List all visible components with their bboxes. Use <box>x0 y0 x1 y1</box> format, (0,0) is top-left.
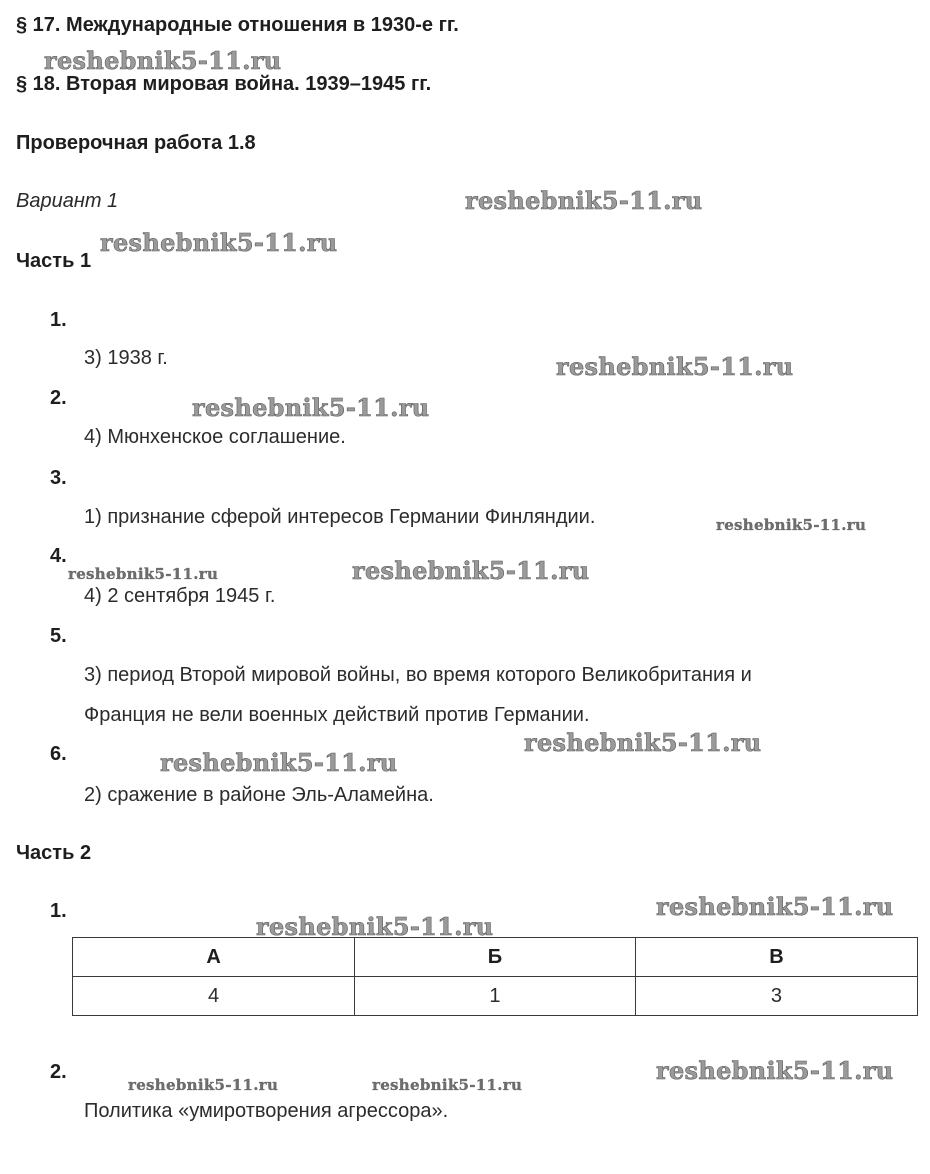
part1-q6-answer: 2) сражение в районе Эль-Аламейна. <box>84 784 434 806</box>
watermark: reshebnik5-11.ru <box>465 186 703 215</box>
answer-table-value-row <box>73 977 918 1016</box>
part1-q4-number: 4. <box>50 545 67 567</box>
part-1-heading: Часть 1 <box>16 250 92 272</box>
part1-q4-answer: 4) 2 сентября 1945 г. <box>84 585 276 607</box>
section-18-heading: § 18. Вторая мировая война. 1939–1945 гг. <box>16 73 432 95</box>
part1-q5-answer-line1: 3) период Второй мировой войны, во время которого Великобритания и <box>84 664 752 686</box>
table-header-a: А <box>73 938 355 977</box>
watermark: reshebnik5-11.ru <box>68 565 219 583</box>
watermark: reshebnik5-11.ru <box>44 46 282 75</box>
watermark: reshebnik5-11.ru <box>160 748 398 777</box>
part1-q2-number: 2. <box>50 387 67 409</box>
watermark: reshebnik5-11.ru <box>524 728 762 757</box>
watermark: reshebnik5-11.ru <box>128 1076 279 1094</box>
watermark: reshebnik5-11.ru <box>256 912 494 941</box>
part1-q3-answer: 1) признание сферой интересов Германии Финляндии. <box>84 506 596 528</box>
watermark: reshebnik5-11.ru <box>100 228 338 257</box>
part1-q5-number: 5. <box>50 625 67 647</box>
watermark: reshebnik5-11.ru <box>352 556 590 585</box>
variant-label: Вариант 1 <box>16 190 119 212</box>
part1-q3-number: 3. <box>50 467 67 489</box>
part1-q1-number: 1. <box>50 309 67 331</box>
watermark: reshebnik5-11.ru <box>716 516 867 534</box>
watermark: reshebnik5-11.ru <box>656 892 894 921</box>
watermark: reshebnik5-11.ru <box>192 393 430 422</box>
section-17-heading: § 17. Международные отношения в 1930-е гг. <box>16 14 459 36</box>
part1-q5-answer-line2: Франция не вели военных действий против Германии. <box>84 704 590 726</box>
table-value-v: 3 <box>635 977 917 1016</box>
part2-q2-number: 2. <box>50 1061 67 1083</box>
answer-table <box>72 937 918 1016</box>
test-title: Проверочная работа 1.8 <box>16 132 256 154</box>
table-header-b: Б <box>355 938 636 977</box>
part-2-heading: Часть 2 <box>16 842 92 864</box>
part1-q6-number: 6. <box>50 743 67 765</box>
watermark: reshebnik5-11.ru <box>372 1076 523 1094</box>
part1-q2-answer: 4) Мюнхенское соглашение. <box>84 426 346 448</box>
table-value-b: 1 <box>355 977 636 1016</box>
watermark: reshebnik5-11.ru <box>556 352 794 381</box>
answer-table-header-row <box>73 938 918 977</box>
part2-q2-answer: Политика «умиротворения агрессора». <box>84 1100 449 1122</box>
table-header-v: В <box>635 938 917 977</box>
watermark: reshebnik5-11.ru <box>656 1056 894 1085</box>
part1-q1-answer: 3) 1938 г. <box>84 347 168 369</box>
table-value-a: 4 <box>73 977 355 1016</box>
part2-q1-number: 1. <box>50 900 67 922</box>
